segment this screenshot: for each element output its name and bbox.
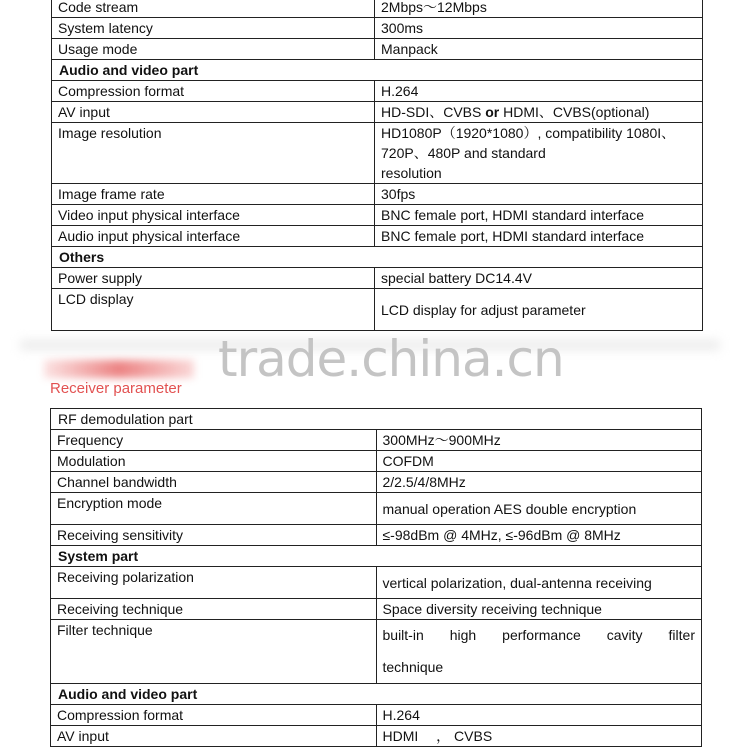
- param-value: H.264: [375, 81, 703, 102]
- param-value: Manpack: [375, 39, 703, 60]
- section-title: Audio and video part: [52, 60, 703, 81]
- param-name: Audio input physical interface: [52, 226, 375, 247]
- section-header-row: [51, 409, 702, 430]
- table-row: [52, 0, 703, 18]
- table-row: [52, 205, 703, 226]
- filter-line-2: technique: [382, 659, 444, 675]
- param-value: 2Mbps～12Mbps: [375, 0, 703, 18]
- table-row: [52, 268, 703, 289]
- param-value: vertical polarization, dual-antenna receiving: [376, 567, 702, 599]
- param-name: Compression format: [51, 705, 377, 726]
- av-input-part-a: HD-SDI、CVBS: [381, 104, 486, 120]
- section-title: RF demodulation part: [51, 409, 702, 430]
- param-name: Receiving sensitivity: [51, 525, 377, 546]
- table-row: [52, 81, 703, 102]
- receiver-section-title: Receiver parameter: [50, 380, 182, 397]
- table-row: [51, 493, 702, 525]
- table-row: [52, 39, 703, 60]
- param-name: Frequency: [51, 430, 377, 451]
- param-name: AV input: [51, 726, 377, 747]
- param-value: ≤-98dBm @ 4MHz, ≤-96dBm @ 8MHz: [376, 525, 702, 546]
- param-value: special battery DC14.4V: [375, 268, 703, 289]
- filter-line-1: built-in high performance cavity filter: [382, 627, 695, 643]
- param-value: [376, 620, 702, 684]
- param-name: Encryption mode: [51, 493, 377, 525]
- param-value: BNC female port, HDMI standard interface: [375, 205, 703, 226]
- av-input-or: or: [485, 104, 500, 120]
- param-value: 300ms: [375, 18, 703, 39]
- table-row: [51, 525, 702, 546]
- param-value: 30fps: [375, 184, 703, 205]
- table-row: [51, 599, 702, 620]
- table-row: [51, 472, 702, 493]
- table-row: [52, 226, 703, 247]
- param-value: H.264: [376, 705, 702, 726]
- param-value: [375, 123, 703, 184]
- param-name: Image resolution: [52, 123, 375, 184]
- watermark: trade.china.cn: [218, 330, 564, 388]
- param-value: BNC female port, HDMI standard interface: [375, 226, 703, 247]
- table-row: [51, 567, 702, 599]
- param-name: Compression format: [52, 81, 375, 102]
- param-name: Image frame rate: [52, 184, 375, 205]
- param-name: Modulation: [51, 451, 377, 472]
- param-name: AV input: [52, 102, 375, 123]
- param-name: Filter technique: [51, 620, 377, 684]
- param-value: HDMI ， CVBS: [376, 726, 702, 747]
- table-row: [51, 705, 702, 726]
- table-row: [52, 123, 703, 184]
- param-name: System latency: [52, 18, 375, 39]
- param-name: Usage mode: [52, 39, 375, 60]
- table-row: [51, 620, 702, 684]
- param-name: Channel bandwidth: [51, 472, 377, 493]
- table-row: [52, 184, 703, 205]
- resolution-line-2: 720P、480P and standard: [381, 145, 546, 161]
- section-title: Audio and video part: [51, 684, 702, 705]
- table-row: [51, 726, 702, 747]
- param-value: 2/2.5/4/8MHz: [376, 472, 702, 493]
- section-title: Others: [52, 247, 703, 268]
- section-header-row: [52, 247, 703, 268]
- table-row: [51, 451, 702, 472]
- section-header-row: [51, 546, 702, 567]
- blurred-highlight: [44, 360, 194, 378]
- table-row: [52, 102, 703, 123]
- param-value: LCD display for adjust parameter: [375, 289, 703, 331]
- transmitter-parameter-table: [51, 0, 703, 331]
- av-input-part-b: HDMI、CVBS(optional): [499, 104, 650, 120]
- param-name: Receiving technique: [51, 599, 377, 620]
- param-value: COFDM: [376, 451, 702, 472]
- section-title: System part: [51, 546, 702, 567]
- table-row: [52, 289, 703, 331]
- resolution-line-1: HD1080P（1920*1080）, compatibility 1080I、: [381, 125, 676, 141]
- param-value: [375, 102, 703, 123]
- param-name: Code stream: [52, 0, 375, 18]
- param-value: manual operation AES double encryption: [376, 493, 702, 525]
- param-value: Space diversity receiving technique: [376, 599, 702, 620]
- resolution-line-3: resolution: [381, 165, 442, 181]
- param-name: Video input physical interface: [52, 205, 375, 226]
- receiver-parameter-table: [50, 408, 702, 747]
- table-row: [52, 18, 703, 39]
- param-name: Receiving polarization: [51, 567, 377, 599]
- table-row: [51, 430, 702, 451]
- param-name: LCD display: [52, 289, 375, 331]
- param-name: Power supply: [52, 268, 375, 289]
- section-header-row: [51, 684, 702, 705]
- section-header-row: [52, 60, 703, 81]
- param-value: 300MHz～900MHz: [376, 430, 702, 451]
